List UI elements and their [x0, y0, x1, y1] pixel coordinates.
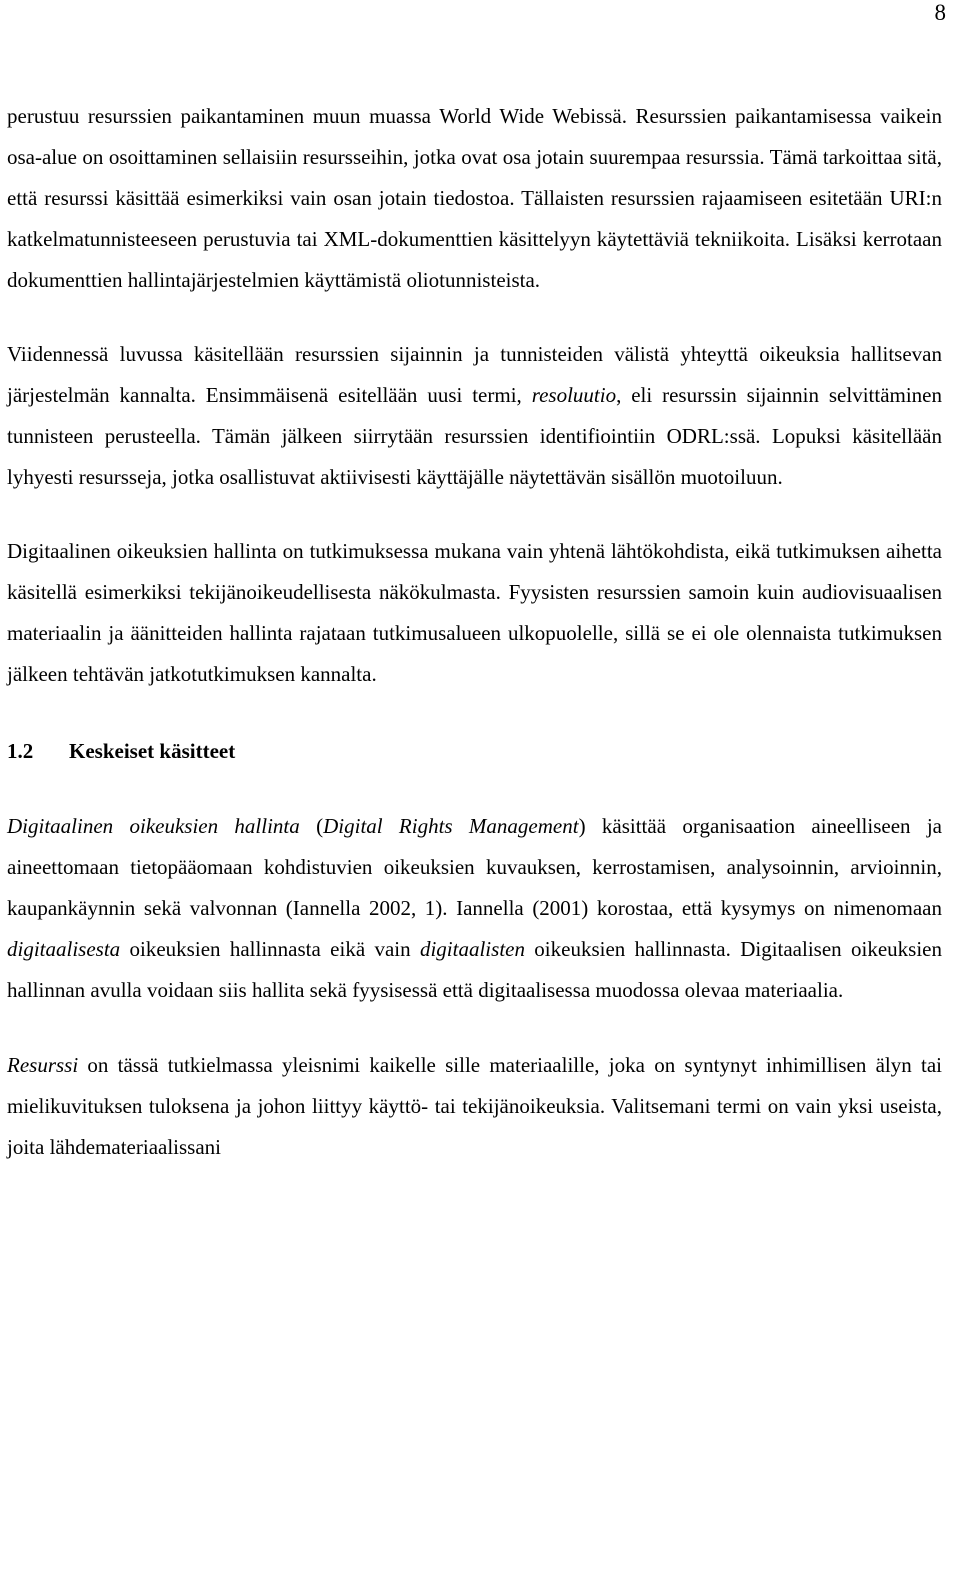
paragraph-drm-definition — [7, 806, 942, 1011]
paragraph-intro-continuation: perustuu resurssien paikantaminen muun muassa World Wide Webissä. Resurssien paikantamisessa vaikein osa-alue on osoittaminen sellaisiin resursseihin, jotka ovat osa jotain suurempaa resurssia. Tämä tarkoittaa sitä, että resurssi käsittää esimerkiksi vain osan jotain tiedostoa. Tällaisten resurssien rajaamiseen esitetään URI:n katkelmatunnisteeseen perustuvia tai XML-dokumenttien käsittelyyn käytettäviä tekniikoita. Lisäksi kerrotaan dokumenttien hallintajärjestelmien käyttämistä oliotunnisteista. — [7, 104, 942, 292]
paragraph-scope-limitation: Digitaalinen oikeuksien hallinta on tutkimuksessa mukana vain yhtenä lähtökohdista, eikä tutkimuksen aihetta käsitellä esimerkiksi tekijänoikeudellisesta näkökulmasta. Fyysisten resurssien samoin kuin audiovisuaalisen materiaalin ja äänitteiden hallinta rajataan tutkimusalueen ulkopuolelle, sillä se ei ole olennaista tutkimuksen jälkeen tehtävän jatkotutkimuksen kannalta. — [7, 539, 942, 686]
term-digitaalisten: digitaalisten — [419, 937, 525, 961]
section-number: 1.2 — [7, 739, 34, 763]
term-digital-rights-management: Digital Rights Management — [323, 814, 579, 838]
term-resoluutio: resoluutio — [531, 383, 617, 407]
paragraph-text: Viidennessä luvussa käsitellään resurssien sijainnin ja tunnisteiden välistä yhteyttä oikeuksia hallitsevan järjestelmän kannalta. Ensimmäisenä esitellään uusi termi, — [7, 342, 942, 407]
section-heading — [7, 731, 942, 772]
page-body — [7, 96, 942, 1168]
section-title: Keskeiset käsitteet — [69, 739, 236, 763]
paragraph-text: oikeuksien hallinnasta eikä vain — [120, 937, 420, 961]
paragraph-text: , eli resurssin sijainnin selvittäminen tunnisteen perusteella. Tämän jälkeen siirrytään resurssien identifiointiin ODRL:ssä. Lopuksi käsitellään lyhyesti resursseja, jotka osallistuvat aktiivisesti käyttäjälle näytettävän sisällön muotoiluun. — [7, 383, 943, 489]
paragraph-chapter-five-summary — [7, 334, 942, 498]
page-number: 8 — [934, 0, 946, 25]
paragraph-text: ( — [299, 814, 324, 838]
term-digitaalisesta: digitaalisesta — [7, 937, 121, 961]
term-resurssi: Resurssi — [7, 1053, 79, 1077]
paragraph-text: ) käsittää organisaation aineelliseen ja aineettomaan tietopääomaan kohdistuvien oikeuksien kuvauksen, kerrostamisen, analysoinnin, arvioinnin, kaupankäynnin sekä valvonnan (Iannella 2002, 1). Iannella (2001) korostaa, että kysymys on nimenomaan — [7, 814, 943, 920]
term-digitaalinen-oikeuksien-hallinta: Digitaalinen oikeuksien hallinta — [7, 814, 300, 838]
paragraph-resurssi-definition — [7, 1045, 942, 1168]
paragraph-text: oikeuksien hallinnasta. Digitaalisen oikeuksien hallinnan avulla voidaan siis hallita sekä fyysisessä että digitaalisessa muodossa olevaa materiaalia. — [7, 937, 942, 1002]
paragraph-text: on tässä tutkielmassa yleisnimi kaikelle sille materiaalille, joka on syntynyt inhimillisen älyn tai mielikuvituksen tuloksena ja johon liittyy käyttö- tai tekijänoikeuksia. Valitsemani termi on vain yksi useista, joita lähdemateriaalissani — [7, 1053, 942, 1159]
